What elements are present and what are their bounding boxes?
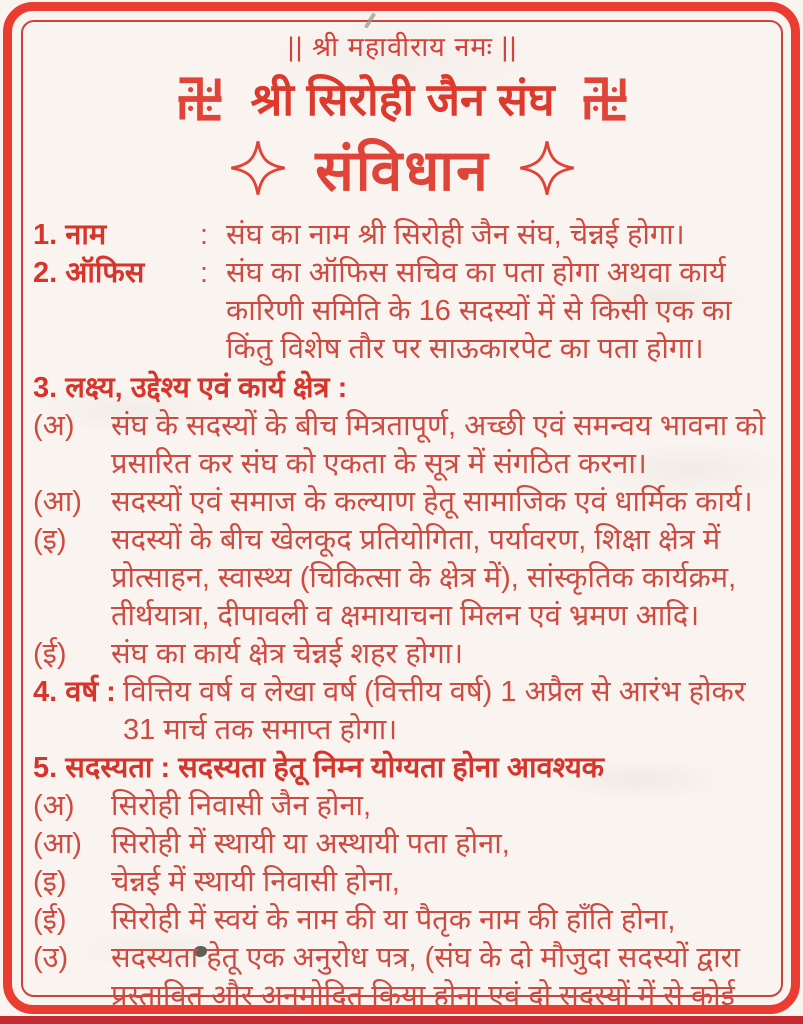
clause-2-office xyxy=(33,254,772,368)
clause-text: वित्तिय वर्ष व लेखा वर्ष (वित्तीय वर्ष) 1 अप्रैल से आरंभ होकर 31 मार्च तक समाप्त होगा। xyxy=(123,676,746,746)
clause-5-heading xyxy=(33,749,772,787)
sub-item-label: (इ) xyxy=(33,524,67,556)
sub-item-text: संघ का कार्य क्षेत्र चेन्नई शहर होगा। xyxy=(111,638,464,670)
clause-4-year xyxy=(33,673,772,749)
sub-item-label: (अ) xyxy=(33,790,75,822)
clause-label: 4. वर्ष : xyxy=(33,676,116,708)
clause-text: संघ का ऑफिस सचिव का पता होगा अथवा कार्य कारिणी समिति के 16 सदस्यों में से किसी एक का किंतु विशेष तौर पर साऊकारपेट का पता होगा। xyxy=(226,257,732,365)
page-title: संविधान xyxy=(315,139,490,203)
clause-3-item-i xyxy=(33,521,772,635)
sub-item-label: (इ) xyxy=(33,866,67,898)
sub-item-label: (आ) xyxy=(33,486,82,518)
organization-title: श्री सिरोही जैन संघ xyxy=(250,74,555,125)
sub-item-text: सदस्यता हेतू एक अनुरोध पत्र, (संघ के दो मौजुदा सदस्यों द्वारा प्रस्तावित और अनुमोदित किया होना एवं दो सदस्यों में से कोई xyxy=(111,942,740,1012)
sub-item-text: सिरोही निवासी जैन होना, xyxy=(111,790,372,822)
clause-3-item-ii xyxy=(33,635,772,673)
bottom-red-strip xyxy=(0,1016,803,1024)
invocation-line: || श्री महावीराय नमः || xyxy=(287,32,518,62)
clause-5-item-aa xyxy=(33,825,772,863)
swastika-icon xyxy=(174,73,226,125)
document-content xyxy=(33,24,772,1012)
sub-item-label: (आ) xyxy=(33,828,82,860)
sub-item-label: (ई) xyxy=(33,638,67,670)
clause-label: 2. ऑफिस xyxy=(33,257,145,289)
four-pointed-star-icon xyxy=(518,139,576,197)
sub-item-label: (अ) xyxy=(33,410,75,442)
sub-item-text: सदस्यों एवं समाज के कल्याण हेतू सामाजिक एवं धार्मिक कार्य। xyxy=(111,486,753,518)
clause-5-item-i xyxy=(33,863,772,901)
clause-5-item-a xyxy=(33,787,772,825)
subtitle-row xyxy=(33,129,772,207)
clause-text: संघ का नाम श्री सिरोही जैन संघ, चेन्नई होगा। xyxy=(226,219,685,251)
sub-item-text: सिरोही में स्वयं के नाम की या पैतृक नाम की हाँति होना, xyxy=(111,904,676,936)
constitution-body xyxy=(33,216,772,1015)
title-row xyxy=(33,68,772,129)
clause-3-item-aa xyxy=(33,483,772,521)
four-pointed-star-icon xyxy=(229,139,287,197)
clause-heading-text: 3. लक्ष्य, उद्देश्य एवं कार्य क्षेत्र : xyxy=(33,372,348,404)
clause-heading-text: 5. सदस्यता : सदस्यता हेतू निम्न योग्यता होना आवश्यक xyxy=(33,752,605,784)
swastika-icon xyxy=(579,73,631,125)
clause-5-item-u xyxy=(33,939,772,1015)
clause-5-item-ii xyxy=(33,901,772,939)
clause-label: 1. नाम xyxy=(33,219,107,251)
sub-item-label: (उ) xyxy=(33,942,69,974)
sub-item-text: सदस्यों के बीच खेलकूद प्रतियोगिता, पर्यावरण, शिक्षा क्षेत्र में प्रोत्साहन, स्वास्थ्य (चिकित्सा के क्षेत्र में), सांस्कृतिक कार्यक्रम, तीर्थयात्रा, दीपावली व क्षमायाचना मिलन एवं भ्रमण आदि। xyxy=(111,524,737,632)
clause-3-heading xyxy=(33,369,772,407)
clause-1-name xyxy=(33,216,772,254)
sub-item-text: संघ के सदस्यों के बीच मित्रतापूर्ण, अच्छी एवं समन्वय भावना को प्रसारित कर संघ को एकता के सूत्र में संगठित करना। xyxy=(111,410,766,480)
sub-item-label: (ई) xyxy=(33,904,67,936)
clause-colon: : xyxy=(200,219,209,251)
sub-item-text: सिरोही में स्थायी या अस्थायी पता होना, xyxy=(111,828,510,860)
clause-colon: : xyxy=(200,257,209,289)
clause-3-item-a xyxy=(33,407,772,483)
sub-item-text: चेन्नई में स्थायी निवासी होना, xyxy=(111,866,400,898)
